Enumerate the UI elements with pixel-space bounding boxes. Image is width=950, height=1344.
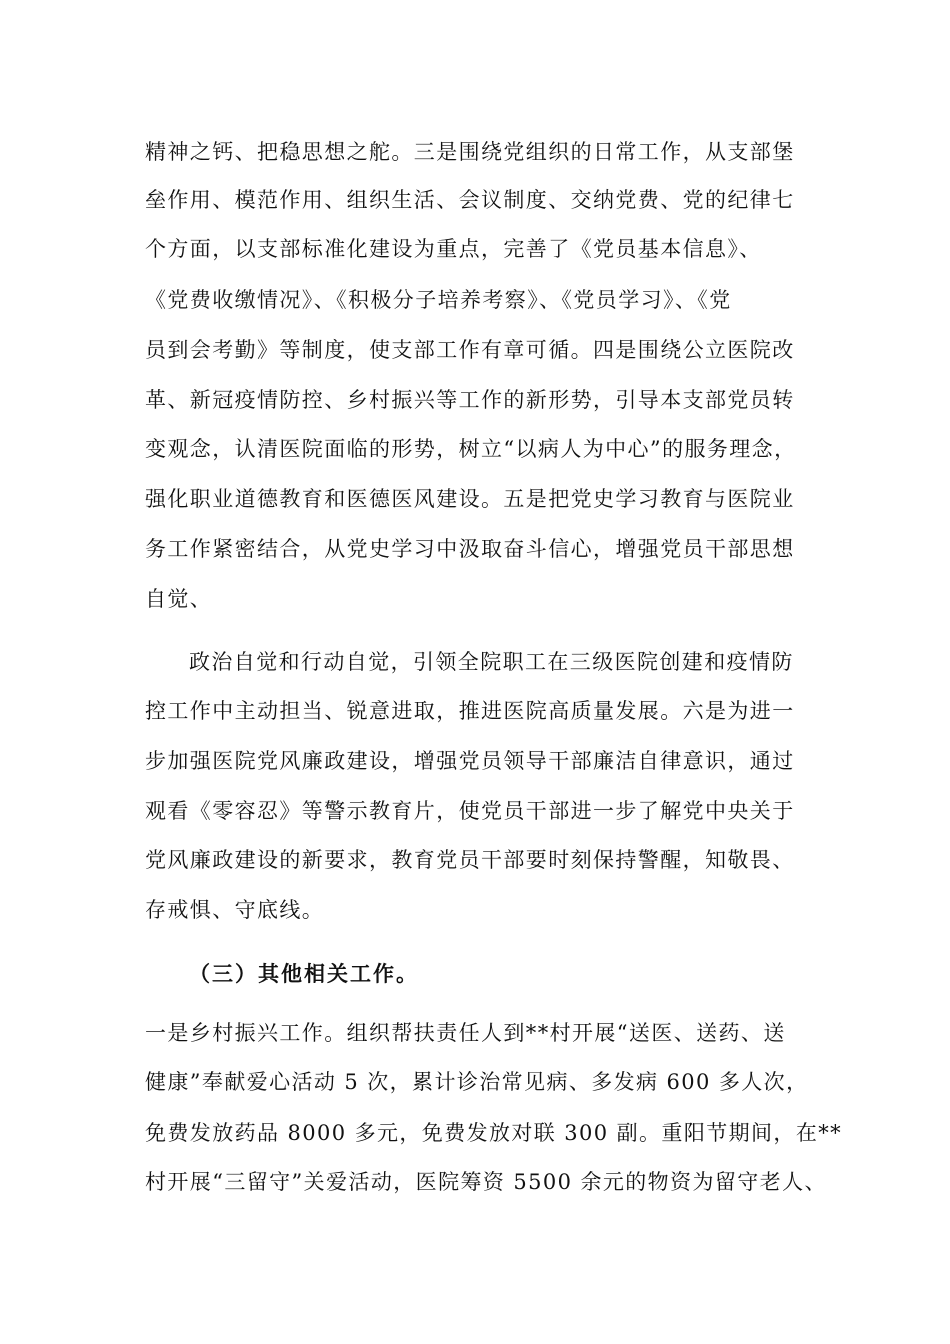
text-line: 自觉、 <box>145 587 213 611</box>
text-line: 村开展“三留守”关爱活动，医院筹资 5500 余元的物资为留守老人、 <box>145 1170 827 1194</box>
text-line: 《党费收缴情况》、《积极分子培养考察》、《党员学习》、《党 <box>145 288 732 312</box>
section-heading: （三）其他相关工作。 <box>189 962 419 986</box>
text-line: 变观念，认清医院面临的形势，树立“以病人为中心”的服务理念， <box>145 437 797 461</box>
text-line: 员到会考勤》等制度，使支部工作有章可循。四是围绕公立医院改 <box>145 338 795 362</box>
text-line: 精神之钙、把稳思想之舵。三是围绕党组织的日常工作，从支部堡 <box>145 140 795 164</box>
text-line: 个方面，以支部标准化建设为重点，完善了《党员基本信息》、 <box>145 237 762 261</box>
text-line: 控工作中主动担当、锐意进取，推进医院高质量发展。六是为进一 <box>145 699 795 723</box>
text-line: 革、新冠疫情防控、乡村振兴等工作的新形势，引导本支部党员转 <box>145 388 795 412</box>
text-line: 步加强医院党风廉政建设，增强党员领导干部廉洁自律意识，通过 <box>145 749 795 773</box>
text-line: 务工作紧密结合，从党史学习中汲取奋斗信心，增强党员干部思想 <box>145 537 795 561</box>
text-line: 一是乡村振兴工作。组织帮扶责任人到**村开展“送医、送药、送 <box>145 1021 786 1045</box>
text-line: 健康”奉献爱心活动 5 次，累计诊治常见病、多发病 600 多人次， <box>145 1070 809 1094</box>
text-line: 存戒惧、守底线。 <box>145 898 325 922</box>
text-line: 垒作用、模范作用、组织生活、会议制度、交纳党费、党的纪律七 <box>145 188 795 212</box>
text-line: 强化职业道德教育和医德医风建设。五是把党史学习教育与医院业 <box>145 487 795 511</box>
text-line: 免费发放药品 8000 多元，免费发放对联 300 副。重阳节期间，在** <box>145 1121 843 1145</box>
text-line: 观看《零容忍》等警示教育片，使党员干部进一步了解党中央关于 <box>145 799 795 823</box>
text-line: 党风廉政建设的新要求，教育党员干部要时刻保持警醒，知敬畏、 <box>145 848 795 872</box>
text-line: 政治自觉和行动自觉，引领全院职工在三级医院创建和疫情防 <box>189 650 794 674</box>
